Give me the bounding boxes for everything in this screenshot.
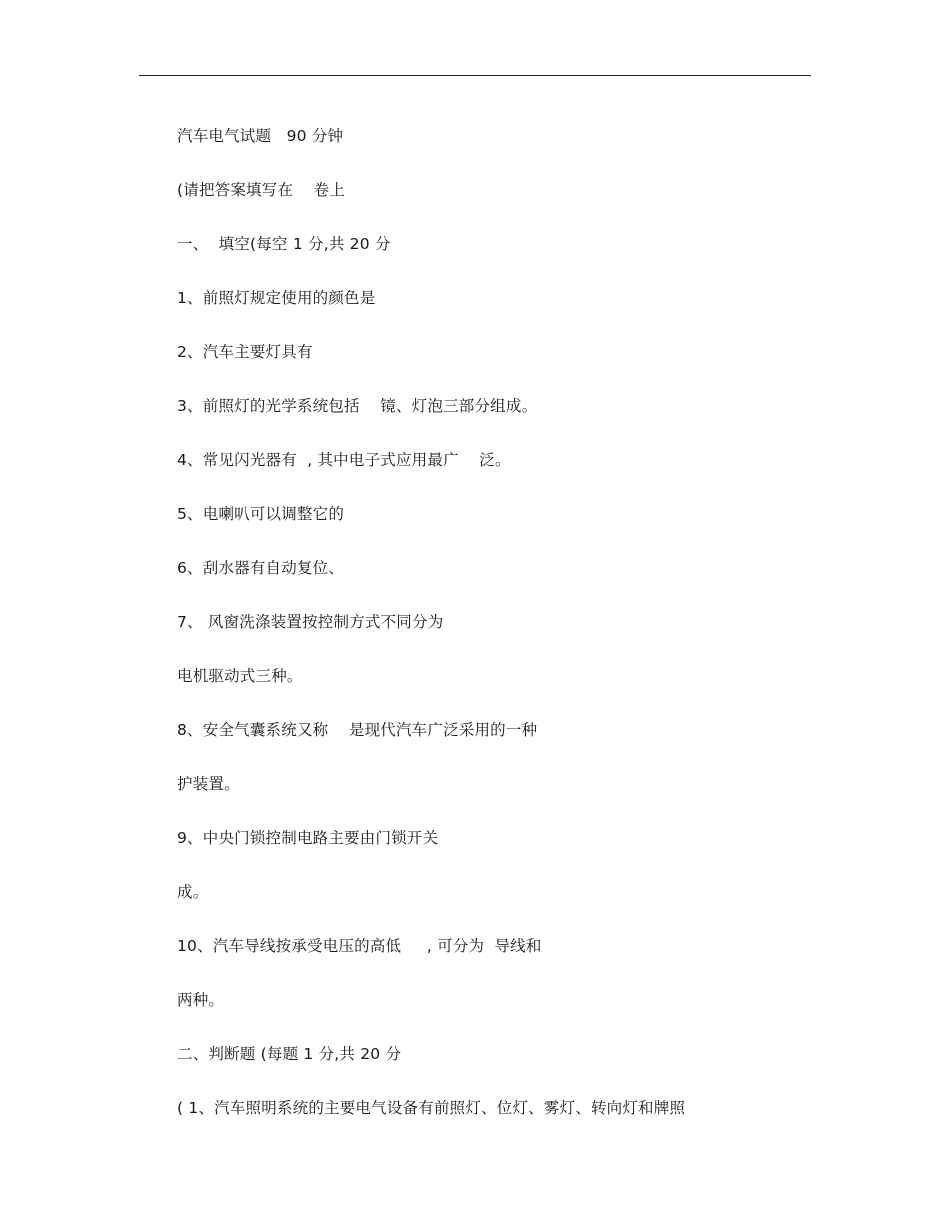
instruction-line: (请把答案填写在 卷上: [177, 181, 346, 199]
header-rule: [139, 75, 811, 76]
question-line: 5、电喇叭可以调整它的: [177, 505, 345, 523]
section-heading-fill-blank: 一、 填空(每空 1 分,共 20 分: [177, 235, 391, 253]
question-continuation: 成。: [177, 883, 209, 901]
question-line: 1、前照灯规定使用的颜色是: [177, 289, 376, 307]
document-title: 汽车电气试题 90 分钟: [177, 127, 344, 145]
question-continuation: 护装置。: [177, 775, 240, 793]
question-line: 9、中央门锁控制电路主要由门锁开关: [177, 829, 439, 847]
question-continuation: 两种。: [177, 991, 225, 1009]
question-line: 7、 风窗洗涤装置按控制方式不同分为: [177, 613, 444, 631]
question-line: 8、安全气囊系统又称 是现代汽车广泛采用的一种: [177, 721, 538, 739]
section-heading-true-false: 二、判断题 (每题 1 分,共 20 分: [177, 1045, 402, 1063]
question-line: 3、前照灯的光学系统包括 镜、灯泡三部分组成。: [177, 397, 538, 415]
question-continuation: 电机驱动式三种。: [177, 667, 303, 685]
question-line: 6、刮水器有自动复位、: [177, 559, 345, 577]
question-line: ( 1、汽车照明系统的主要电气设备有前照灯、位灯、雾灯、转向灯和牌照: [177, 1099, 686, 1117]
question-line: 2、汽车主要灯具有: [177, 343, 313, 361]
document-body: [177, 124, 817, 1150]
question-line: 4、常见闪光器有 , 其中电子式应用最广 泛。: [177, 451, 511, 469]
question-line: 10、汽车导线按承受电压的高低 , 可分为 导线和: [177, 937, 542, 955]
